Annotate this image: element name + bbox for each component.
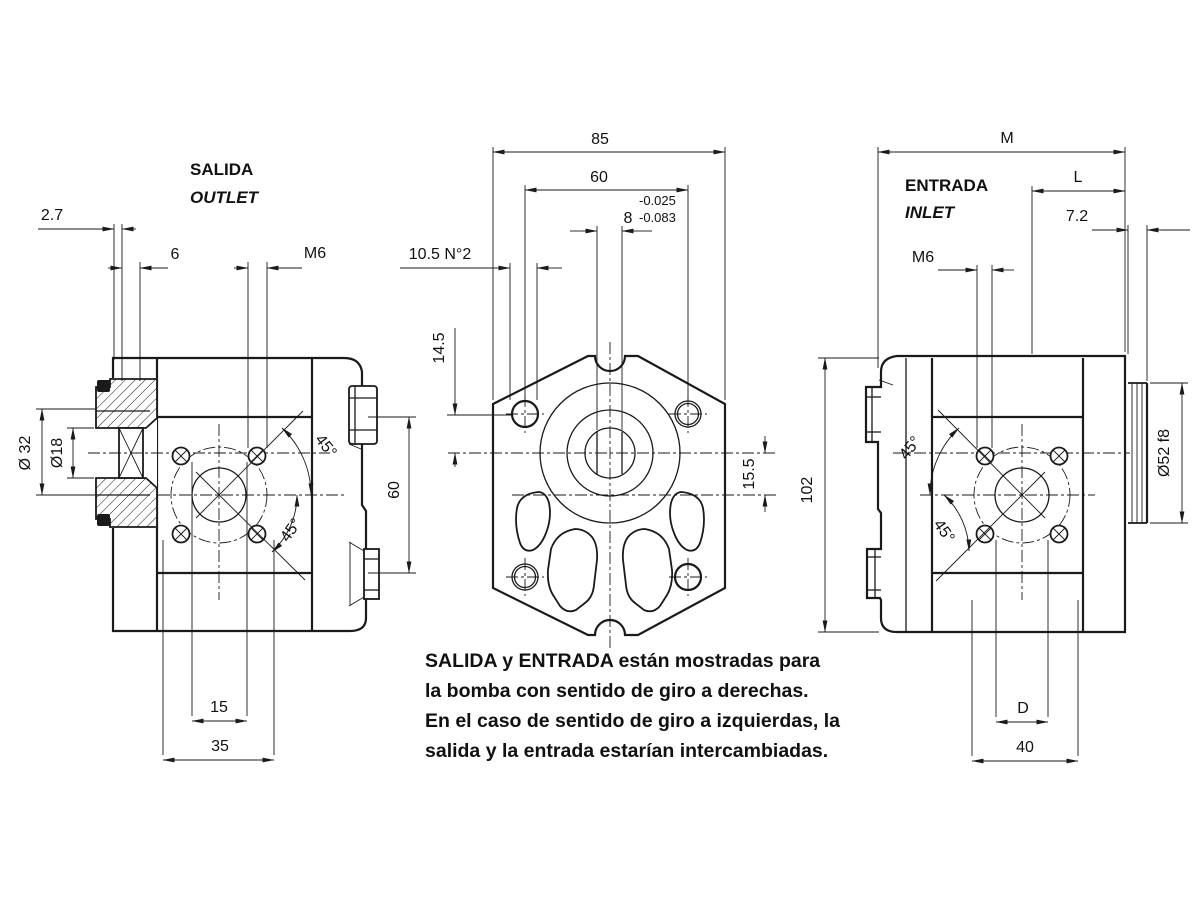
rotation-note bbox=[425, 650, 840, 762]
outlet-title: SALIDA bbox=[190, 160, 254, 179]
dim-40: 40 bbox=[1016, 739, 1034, 756]
note-line-3: En el caso de sentido de giro a izquierdas, la bbox=[425, 710, 841, 732]
dim-m6-left: M6 bbox=[303, 245, 327, 262]
outlet-dimensions bbox=[17, 207, 416, 760]
dim-8: 8 bbox=[623, 210, 633, 227]
angle-45-right-upper: 45° bbox=[896, 433, 925, 463]
dim-dia32: Ø 32 bbox=[17, 435, 34, 471]
dim-14-5: 14.5 bbox=[431, 332, 448, 364]
dim-2-7: 2.7 bbox=[40, 207, 64, 224]
dim-dia52-f8: Ø52 f8 bbox=[1156, 428, 1173, 478]
dim-15-5: 15.5 bbox=[741, 458, 758, 490]
dim-L: L bbox=[1073, 169, 1083, 186]
dim-85: 85 bbox=[591, 131, 609, 148]
outlet-port-boss bbox=[349, 386, 377, 449]
view-titles bbox=[190, 160, 988, 222]
angle-45-left-lower: 45° bbox=[277, 515, 306, 546]
dim-D: D bbox=[1017, 700, 1029, 717]
dim-dia18: Ø18 bbox=[49, 437, 66, 469]
front-flange-view bbox=[448, 342, 778, 650]
dim-M: M bbox=[1000, 130, 1014, 147]
dim-8-tol-upper: -0.025 bbox=[639, 193, 676, 208]
note-line-1: SALIDA y ENTRADA están mostradas para bbox=[425, 650, 821, 672]
inlet-dimensions bbox=[799, 130, 1190, 761]
dim-8-tol-lower: -0.083 bbox=[639, 210, 676, 225]
inlet-side-view bbox=[866, 356, 1147, 632]
shaft-seal-upper bbox=[97, 380, 110, 392]
dim-15: 15 bbox=[210, 699, 228, 716]
dim-60-side: 60 bbox=[386, 481, 403, 499]
outlet-side-view bbox=[88, 358, 379, 631]
spigot-collar bbox=[1128, 383, 1147, 523]
dim-10-5-n2: 10.5 N°2 bbox=[408, 246, 472, 263]
inlet-title: ENTRADA bbox=[905, 176, 989, 195]
dim-102: 102 bbox=[799, 476, 816, 504]
dim-35: 35 bbox=[211, 738, 229, 755]
inlet-subtitle: INLET bbox=[905, 203, 955, 222]
shaft-seal-lower bbox=[97, 514, 110, 526]
dim-6: 6 bbox=[170, 246, 180, 263]
dim-60-top: 60 bbox=[590, 169, 608, 186]
dim-m6-right: M6 bbox=[911, 249, 935, 266]
dim-7-2: 7.2 bbox=[1065, 208, 1089, 225]
angle-45-left-upper: 45° bbox=[311, 431, 340, 461]
angle-45-right-lower: 45° bbox=[929, 516, 958, 547]
outlet-subtitle: OUTLET bbox=[190, 188, 258, 207]
note-line-2: la bomba con sentido de giro a derechas. bbox=[425, 680, 809, 702]
drain-port-boss bbox=[349, 542, 379, 606]
note-line-4: salida y la entrada estarían intercambiadas. bbox=[425, 740, 829, 762]
